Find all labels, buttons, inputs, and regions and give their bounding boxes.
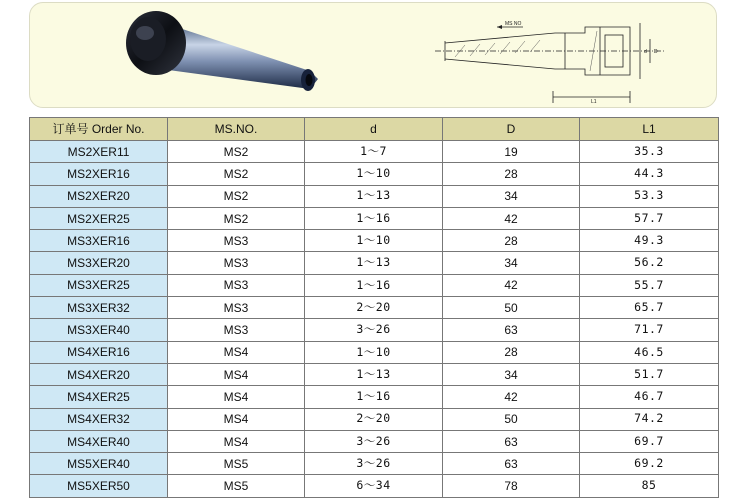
- table-row: [30, 230, 719, 252]
- table-row: [30, 363, 719, 385]
- cell-order-no: MS3XER40: [30, 319, 168, 341]
- cell-d: 1～10: [305, 230, 443, 252]
- col-header-l1: L1: [580, 118, 719, 141]
- table-header-row: [30, 118, 719, 141]
- cell-l1: 35.3: [580, 141, 719, 163]
- cell-D: 28: [443, 341, 580, 363]
- cell-D: 42: [443, 386, 580, 408]
- cell-order-no: MS3XER16: [30, 230, 168, 252]
- technical-drawing: [435, 19, 675, 105]
- cell-d: 1～16: [305, 207, 443, 229]
- cell-l1: 56.2: [580, 252, 719, 274]
- cell-d: 1～13: [305, 363, 443, 385]
- cell-order-no: MS5XER40: [30, 453, 168, 475]
- cell-D: 34: [443, 185, 580, 207]
- cell-order-no: MS4XER40: [30, 430, 168, 452]
- cell-order-no: MS2XER25: [30, 207, 168, 229]
- drawing-label-l1: L1: [591, 99, 597, 105]
- table-row: [30, 430, 719, 452]
- cell-D: 34: [443, 363, 580, 385]
- cell-d: 6～34: [305, 475, 443, 497]
- table-row: [30, 475, 719, 497]
- cell-ms-no: MS4: [168, 386, 305, 408]
- cell-d: 2～20: [305, 297, 443, 319]
- cell-D: 42: [443, 274, 580, 296]
- drawing-label-ms-no: MS NO: [505, 21, 522, 27]
- cell-D: 78: [443, 475, 580, 497]
- col-header-d: d: [305, 118, 443, 141]
- table-row: [30, 163, 719, 185]
- cell-ms-no: MS2: [168, 163, 305, 185]
- cell-ms-no: MS3: [168, 230, 305, 252]
- cell-order-no: MS4XER32: [30, 408, 168, 430]
- cell-order-no: MS4XER25: [30, 386, 168, 408]
- cell-ms-no: MS2: [168, 185, 305, 207]
- cell-d: 1～7: [305, 141, 443, 163]
- cell-d: 1～16: [305, 274, 443, 296]
- table-row: [30, 274, 719, 296]
- cell-d: 1～13: [305, 185, 443, 207]
- cell-l1: 49.3: [580, 230, 719, 252]
- cell-order-no: MS2XER16: [30, 163, 168, 185]
- cell-ms-no: MS3: [168, 319, 305, 341]
- col-header-D: D: [443, 118, 580, 141]
- spec-table: [29, 117, 719, 498]
- tool-holder-photo: [118, 9, 324, 105]
- cell-ms-no: MS3: [168, 274, 305, 296]
- table-row: [30, 386, 719, 408]
- col-header-ms-no: MS.NO.: [168, 118, 305, 141]
- cell-d: 3～26: [305, 319, 443, 341]
- table-row: [30, 319, 719, 341]
- cell-D: 19: [443, 141, 580, 163]
- cell-D: 34: [443, 252, 580, 274]
- drawing-label-d-small: d: [644, 49, 647, 55]
- cell-D: 28: [443, 230, 580, 252]
- cell-ms-no: MS3: [168, 297, 305, 319]
- cell-d: 1～16: [305, 386, 443, 408]
- cell-D: 63: [443, 430, 580, 452]
- cell-D: 28: [443, 163, 580, 185]
- table-row: [30, 252, 719, 274]
- product-banner: [29, 2, 717, 108]
- cell-order-no: MS4XER20: [30, 363, 168, 385]
- cell-l1: 85: [580, 475, 719, 497]
- table-row: [30, 453, 719, 475]
- cell-d: 3～26: [305, 430, 443, 452]
- cell-l1: 69.7: [580, 430, 719, 452]
- cell-l1: 46.7: [580, 386, 719, 408]
- cell-l1: 65.7: [580, 297, 719, 319]
- cell-l1: 55.7: [580, 274, 719, 296]
- cell-ms-no: MS4: [168, 341, 305, 363]
- cell-ms-no: MS2: [168, 207, 305, 229]
- cell-d: 3～26: [305, 453, 443, 475]
- cell-ms-no: MS5: [168, 475, 305, 497]
- cell-d: 1～10: [305, 163, 443, 185]
- cell-D: 50: [443, 408, 580, 430]
- cell-d: 1～13: [305, 252, 443, 274]
- cell-order-no: MS2XER11: [30, 141, 168, 163]
- cell-ms-no: MS5: [168, 453, 305, 475]
- cell-order-no: MS5XER50: [30, 475, 168, 497]
- table-row: [30, 408, 719, 430]
- cell-l1: 51.7: [580, 363, 719, 385]
- cell-D: 63: [443, 453, 580, 475]
- table-row: [30, 141, 719, 163]
- cell-order-no: MS4XER16: [30, 341, 168, 363]
- table-row: [30, 207, 719, 229]
- cell-ms-no: MS4: [168, 363, 305, 385]
- cell-l1: 69.2: [580, 453, 719, 475]
- table-row: [30, 341, 719, 363]
- cell-ms-no: MS3: [168, 252, 305, 274]
- cell-ms-no: MS2: [168, 141, 305, 163]
- cell-order-no: MS2XER20: [30, 185, 168, 207]
- table-row: [30, 185, 719, 207]
- cell-ms-no: MS4: [168, 430, 305, 452]
- col-header-order-no: 订单号 Order No.: [30, 118, 168, 141]
- table-row: [30, 297, 719, 319]
- cell-order-no: MS3XER32: [30, 297, 168, 319]
- cell-order-no: MS3XER25: [30, 274, 168, 296]
- cell-l1: 46.5: [580, 341, 719, 363]
- cell-D: 42: [443, 207, 580, 229]
- cell-D: 50: [443, 297, 580, 319]
- drawing-label-d-big: D: [654, 49, 658, 55]
- cell-l1: 44.3: [580, 163, 719, 185]
- cell-l1: 71.7: [580, 319, 719, 341]
- cell-D: 63: [443, 319, 580, 341]
- cell-order-no: MS3XER20: [30, 252, 168, 274]
- cell-d: 2～20: [305, 408, 443, 430]
- cell-l1: 53.3: [580, 185, 719, 207]
- cell-d: 1～10: [305, 341, 443, 363]
- cell-ms-no: MS4: [168, 408, 305, 430]
- cell-l1: 57.7: [580, 207, 719, 229]
- cell-l1: 74.2: [580, 408, 719, 430]
